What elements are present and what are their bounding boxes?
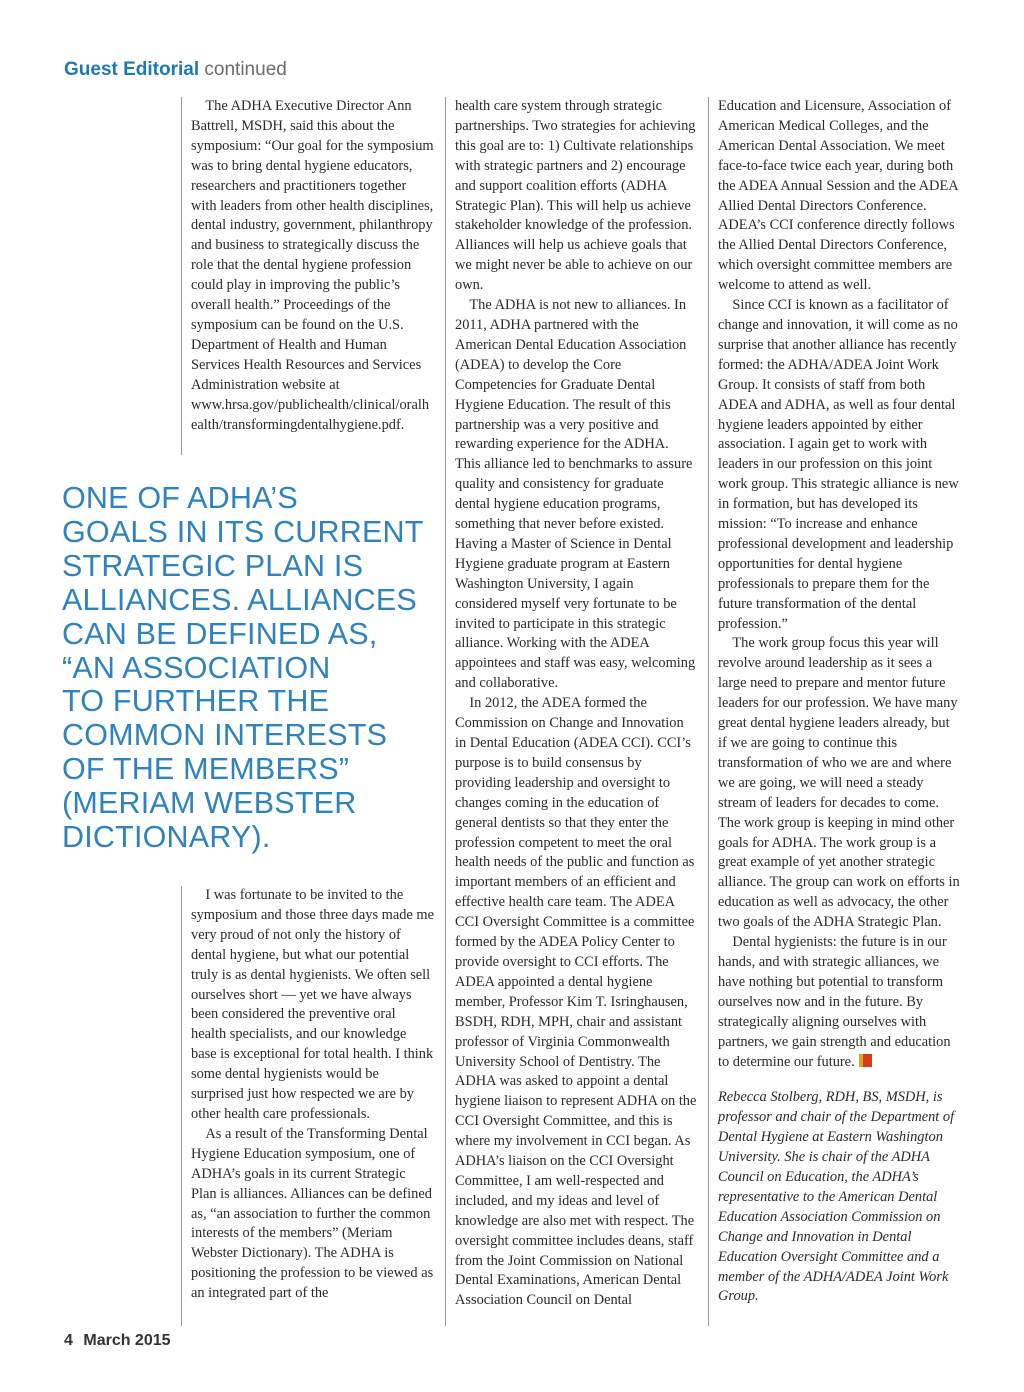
end-of-article-icon xyxy=(859,1054,872,1067)
pull-quote-line: ONE OF ADHA’S xyxy=(62,481,298,515)
column-divider xyxy=(181,886,182,1326)
pull-quote-line: “AN ASSOCIATION xyxy=(62,650,331,685)
pull-quote-line: OF THE MEMBERS” xyxy=(62,752,350,787)
column-1-top xyxy=(191,97,434,435)
column-divider xyxy=(708,97,709,1326)
paragraph: In 2012, the ADEA formed the Commission on Change and Innovation in Dental Education (ADEA CCI). CCI’s purpose is to build consensus by providing leadership and oversight to changes coming in the education of general dentists so that they enter the profession competent to meet the oral health needs of the public and function as important members of an efficient and effective health care team. The ADEA CCI Oversight Committee is a committee formed by the ADEA Policy Center to provide oversight to CCI efforts. The ADEA appointed a dental hygiene member, Professor Kim T. Isringhausen, BSDH, RDH, MPH, chair and assistant professor of Virginia Commonwealth University School of Dentistry. The ADHA was asked to appoint a dental hygiene liaison to represent ADHA on the CCI Oversight Committee, and this is where my involvement in CCI began. As ADHA’s liaison on the CCI Oversight Committee, I am well-respected and included, and my ideas and level of knowledge are also met with respect. The oversight committee includes deans, staff from the Joint Commission on National Dental Examinations, American Dental Association Council on Dental xyxy=(455,695,697,1309)
paragraph: The work group focus this year will revolve around leadership as it sees a large need to prepare and mentor future leaders for our profession. We have many great dental hygiene leaders already, but if we are going to continue this transformation of who we are and where we are going, we will need a steady stream of leaders for decades to come. The work group is keeping in mind other goals for ADHA. The work group is a great example of yet another strategic alliance. The group can work on efforts in education as well as advocacy, the other two goals of the ADHA Strategic Plan. xyxy=(718,635,960,931)
pull-quote xyxy=(62,482,442,855)
column-divider xyxy=(445,97,446,1326)
paragraph xyxy=(718,933,960,1072)
page-footer xyxy=(64,1332,171,1350)
paragraph: As a result of the Transforming Dental Hygiene Education symposium, one of ADHA’s goals in its current Strategic Plan is alliances. Alliances can be defined as, “an association to further the common interests of the members” (Meriam Webster Dictionary). The ADHA is positioning the profession to be viewed as an integrated part of the xyxy=(191,1125,434,1302)
pull-quote-line: CAN BE DEFINED AS, xyxy=(62,616,378,651)
column-3 xyxy=(718,97,960,1307)
paragraph: I was fortunate to be invited to the symposium and those three days made me very proud of not only the history of dental hygiene, but what our potential truly is as dental hygienists. We often sell ourselves short — yet we have always been considered the preventive oral health specialists, and our knowledge base is exceptional for total health. I think some dental hygienists would be surprised just how respected we are by other health care professionals. xyxy=(191,887,434,1122)
paragraph: health care system through strategic partnerships. Two strategies for achieving this goal are to: 1) Cultivate relationships with strategic partners and 2) encourage and support coalition efforts (ADHA Strategic Plan). This will help us achieve stakeholder knowledge of the profession. Alliances will help us achieve goals that we might never be able to achieve on our own. xyxy=(455,98,696,294)
pull-quote-line: GOALS IN ITS CURRENT xyxy=(62,514,424,549)
paragraph: The ADHA Executive Director Ann Battrell, MSDH, said this about the symposium: “Our goal for the symposium was to bring dental hygiene educators, researchers and practitioners together with leaders from other health disciplines, dental industry, government, philanthropy and business to strategically discuss the role that the dental hygiene profession could play in improving the public’s overall health.” Proceedings of the symposium can be found on the U.S. Department of Health and Human Services Health Resources and Services Administration website at www.hrsa.gov/publichealth/clinical/oralhealth/transformingdentalhygiene.pdf. xyxy=(191,98,434,433)
section-title: Guest Editorial xyxy=(64,59,200,80)
page-number: 4 xyxy=(64,1332,73,1349)
issue-date: March 2015 xyxy=(83,1332,171,1349)
pull-quote-line: DICTIONARY). xyxy=(62,820,271,855)
continued-label: continued xyxy=(204,59,287,80)
pull-quote-line: (MERIAM WEBSTER xyxy=(62,786,357,821)
paragraph: The ADHA is not new to alliances. In 2011, ADHA partnered with the American Dental Education Association (ADEA) to develop the Core Competencies for Graduate Dental Hygiene Education. The result of this partnership was a very positive and rewarding experience for the ADHA. This alliance led to benchmarks to assure quality and consistency for graduate dental hygiene education programs, something that never before existed. Having a Master of Science in Dental Hygiene graduate program at Eastern Washington University, I again considered myself very fortunate to be invited to participate in this strategic alliance. Working with the ADEA appointees and staff was easy, welcoming and collaborative. xyxy=(455,297,696,692)
closing-text: Dental hygienists: the future is in our hands, and with strategic alliances, we have nothing but potential to transform ourselves now and in the future. By strategically aligning ourselves with partners, we gain strength and education to determine our future. xyxy=(718,934,951,1070)
paragraph: Education and Licensure, Association of American Medical Colleges, and the American Dental Association. We meet face-to-face twice each year, during both the ADEA Annual Session and the ADEA Allied Dental Directors Conference. ADEA’s CCI conference directly follows the Allied Dental Directors Conference, which oversight committee members are welcome to attend as well. xyxy=(718,98,958,294)
column-divider xyxy=(181,97,182,455)
section-header xyxy=(64,59,287,81)
paragraph: Since CCI is known as a facilitator of change and innovation, it will come as no surprise that another alliance has recently formed: the ADHA/ADEA Joint Work Group. It consists of staff from both ADEA and ADHA, as well as four dental hygiene leaders appointed by either association. I again get to work with leaders in our profession on this joint work group. This strategic alliance is new in formation, but has developed its mission: “To increase and enhance professional development and leadership opportunities for dental hygiene professionals to prepare them for the future transformation of the dental profession.” xyxy=(718,297,959,632)
column-1-bottom xyxy=(191,886,434,1304)
pull-quote-line: STRATEGIC PLAN IS xyxy=(62,548,364,583)
pull-quote-line: TO FURTHER THE xyxy=(62,684,330,719)
author-bio: Rebecca Stolberg, RDH, BS, MSDH, is professor and chair of the Department of Dental Hygiene at Eastern Washington University. She is chair of the ADHA Council on Education, the ADHA’s representative to the American Dental Education Association Commission on Change and Innovation in Dental Education Oversight Committee and a member of the ADHA/ADEA Joint Work Group. xyxy=(718,1089,955,1305)
pull-quote-line: ALLIANCES. ALLIANCES xyxy=(62,582,417,617)
column-2 xyxy=(455,97,697,1311)
pull-quote-line: COMMON INTERESTS xyxy=(62,718,388,753)
